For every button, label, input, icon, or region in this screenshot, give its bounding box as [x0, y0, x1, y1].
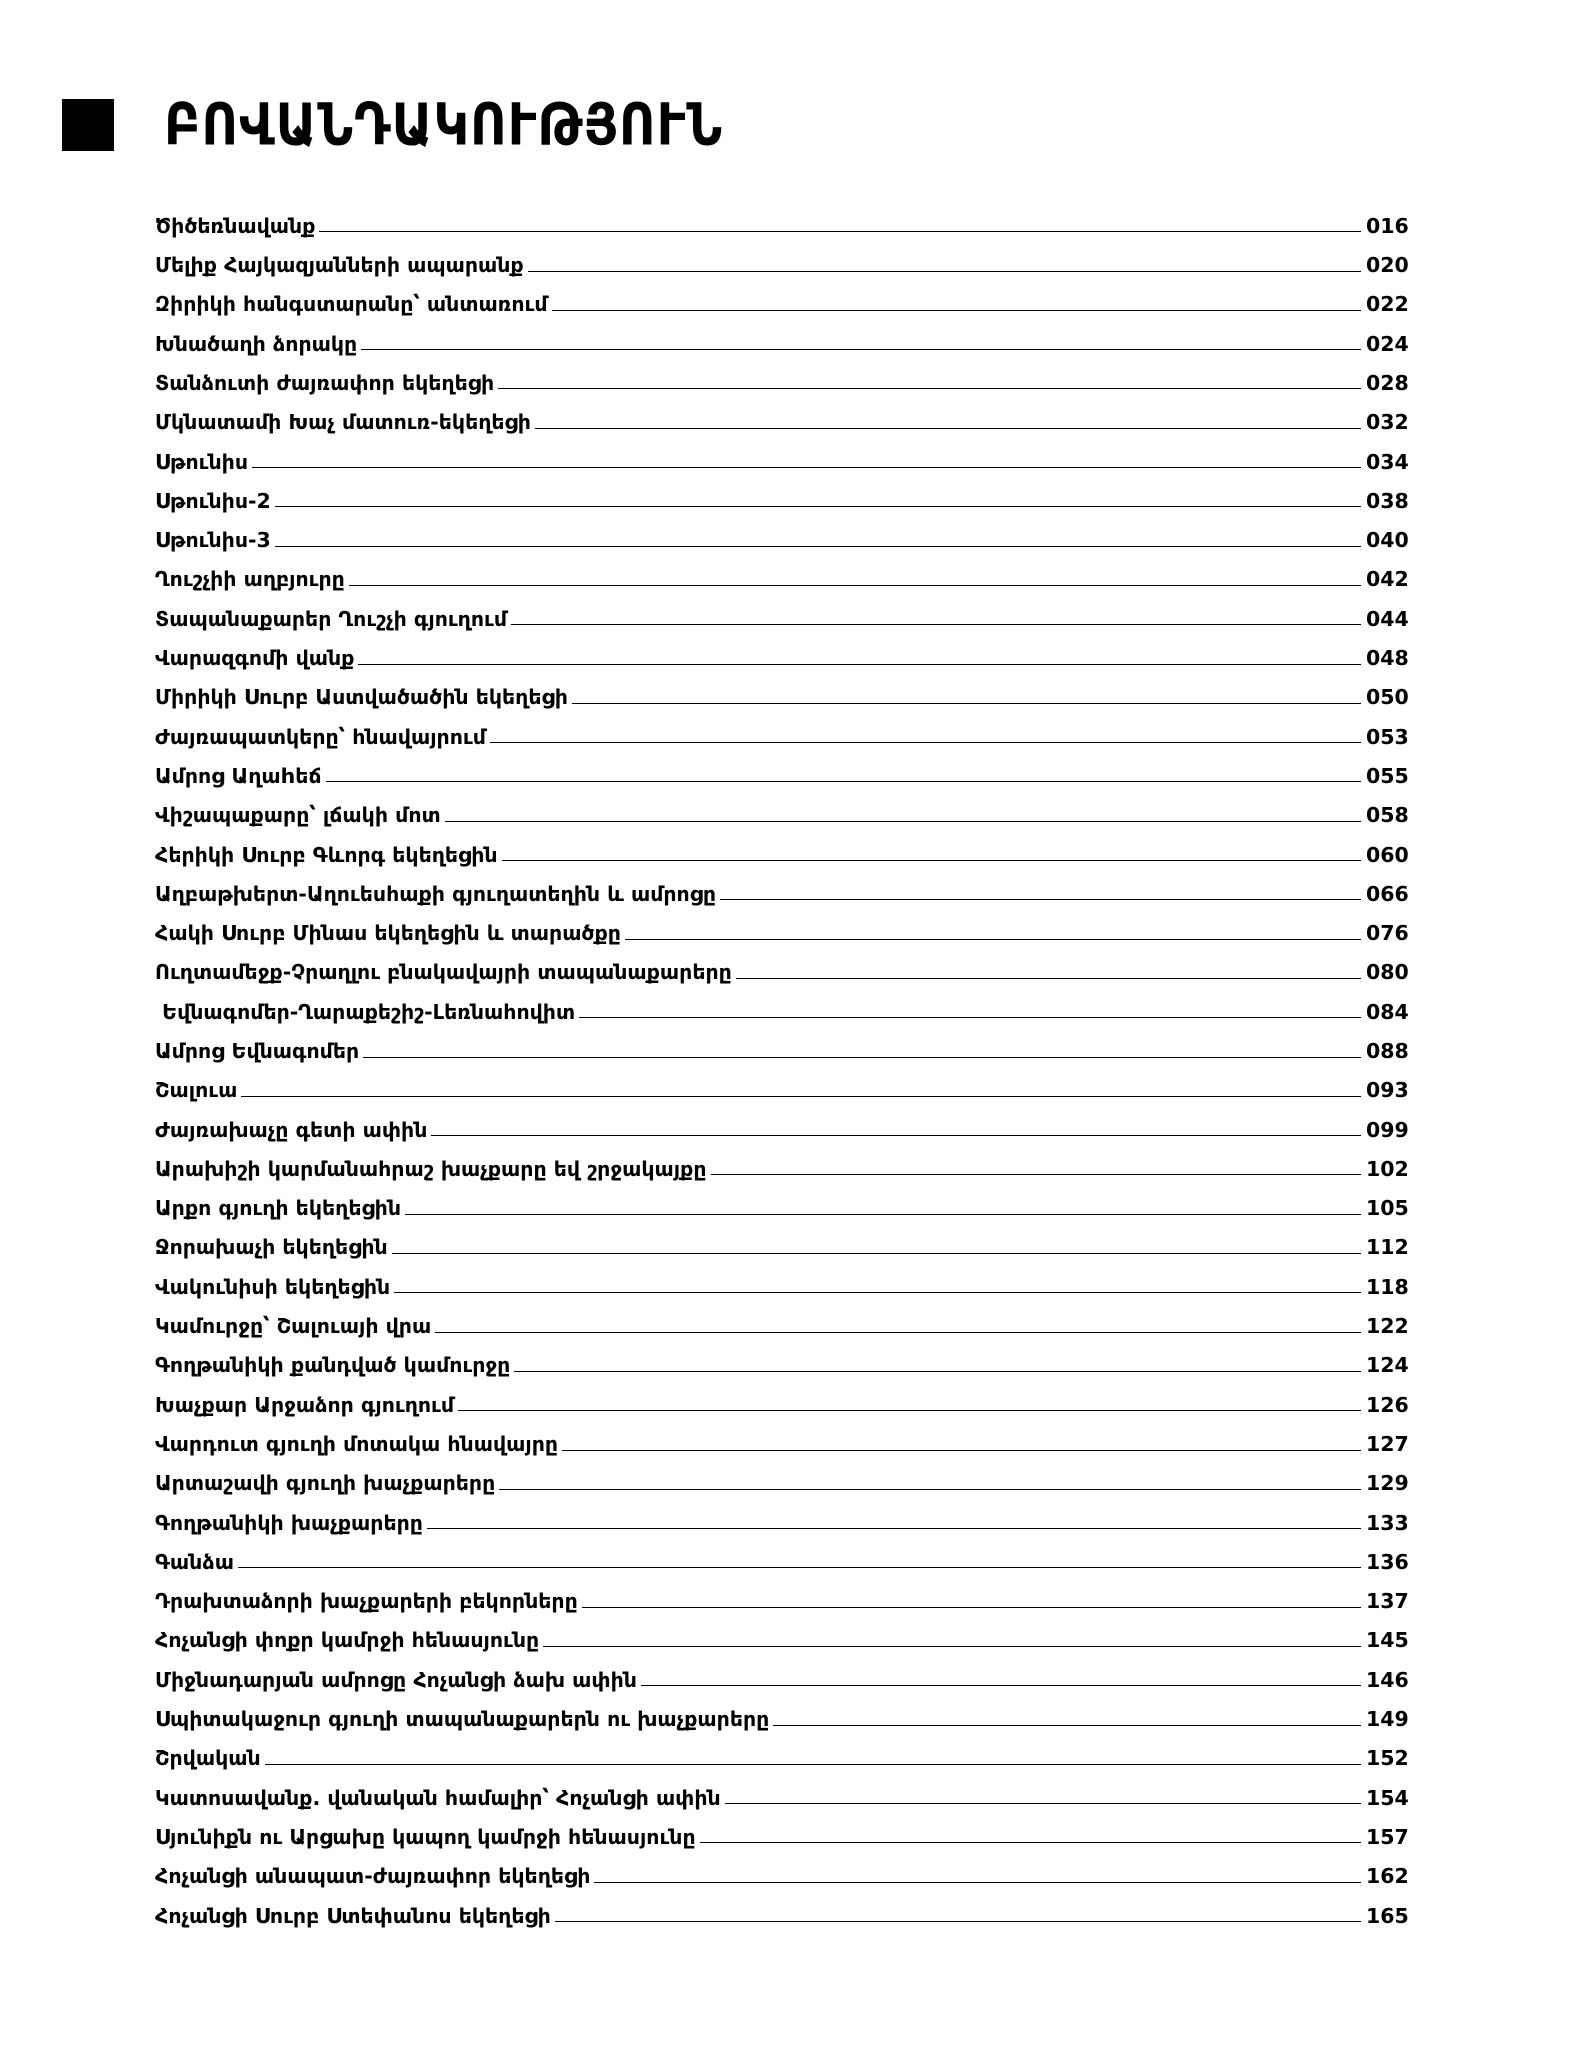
toc-entry-page-number: 016	[1366, 213, 1409, 238]
leader-line	[555, 1921, 1361, 1922]
toc-entry	[155, 787, 1408, 826]
leader-line	[572, 703, 1361, 704]
leader-line	[499, 1489, 1361, 1490]
leader-line	[711, 1174, 1362, 1175]
leader-line	[582, 1607, 1361, 1608]
leader-line	[319, 231, 1361, 232]
toc-entry	[155, 355, 1408, 394]
toc-entry-page-number: 084	[1366, 999, 1409, 1024]
toc-entry-title: Վիշապաքարը՝ լճակի մոտ	[155, 803, 441, 828]
toc-entry-title: Կամուրջը՝ Շալուայի վրա	[155, 1314, 432, 1339]
toc-entry-page-number: 042	[1366, 567, 1409, 592]
leader-line	[773, 1725, 1361, 1726]
toc-entry-page-number: 112	[1366, 1235, 1409, 1260]
toc-entry-title: Տանձուտի ժայռափոր եկեղեցի	[155, 370, 495, 395]
toc-entry-page-number: 157	[1366, 1824, 1409, 1849]
toc-entry	[155, 866, 1408, 905]
toc-entry-page-number: 080	[1366, 960, 1409, 985]
toc-entry	[155, 591, 1408, 630]
leader-line	[594, 1882, 1361, 1883]
toc-entry-page-number: 028	[1366, 370, 1409, 395]
toc-entry-page-number: 034	[1366, 449, 1409, 474]
leader-line	[700, 1842, 1361, 1843]
leader-line	[445, 821, 1361, 822]
leader-line	[528, 271, 1361, 272]
toc-entry-page-number: 050	[1366, 685, 1409, 710]
toc-entry-title: Արախիշի կարմանահրաշ խաչքարը եվ շրջակայքը	[155, 1156, 707, 1181]
toc-entry-page-number: 146	[1366, 1667, 1409, 1692]
toc-entry-title: Սթունիս-2	[155, 488, 271, 513]
leader-line	[363, 1057, 1361, 1058]
toc-entry	[155, 827, 1408, 866]
toc-entry-title: Ջորախաչի եկեղեցին	[155, 1235, 388, 1260]
toc-entry-page-number: 154	[1366, 1785, 1409, 1810]
toc-entry-page-number: 136	[1366, 1549, 1409, 1574]
leader-line	[435, 1332, 1361, 1333]
toc-entry-title: Շալուա	[155, 1078, 238, 1103]
toc-entry-title: Ծիծեռնավանք	[155, 213, 316, 238]
leader-line	[535, 428, 1361, 429]
toc-entry	[155, 473, 1408, 512]
toc-entry-page-number: 126	[1366, 1392, 1409, 1417]
leader-line	[358, 664, 1361, 665]
leader-line	[543, 1646, 1361, 1647]
toc-entry-page-number: 165	[1366, 1903, 1409, 1928]
toc-entry-page-number: 024	[1366, 331, 1409, 356]
toc-entry-title: Զիրիկի հանգստարանը՝ անտառում	[155, 292, 548, 317]
leader-line	[252, 467, 1361, 468]
toc-entry	[155, 1809, 1408, 1848]
toc-entry-title: Ժայռապատկերը՝ հնավայրում	[155, 724, 486, 749]
leader-line	[736, 978, 1361, 979]
toc-entry-title: Գողթանիկի քանդված կամուրջը	[155, 1353, 511, 1378]
toc-entry-title: Ուղտամեջք-Չրաղլու բնակավայրի տապանաքարերը	[155, 960, 732, 985]
toc-entry	[155, 630, 1408, 669]
toc-entry-page-number: 020	[1366, 253, 1409, 278]
toc-entry-page-number: 105	[1366, 1196, 1409, 1221]
toc-entry-title: Սթունիս-3	[155, 528, 271, 553]
toc-entry	[155, 1456, 1408, 1495]
toc-entry-title: Վարդուտ գյուղի մոտակա հնավայրը	[155, 1431, 559, 1456]
toc-entry	[155, 277, 1408, 316]
toc-entry	[155, 512, 1408, 551]
toc-entry	[155, 394, 1408, 433]
toc-entry-page-number: 055	[1366, 763, 1409, 788]
leader-line	[720, 899, 1361, 900]
toc-entry-page-number: 060	[1366, 842, 1409, 867]
toc-entry-title: Հակի Սուրբ Մինաս եկեղեցին և տարածքը	[155, 921, 621, 946]
toc-entry-page-number: 102	[1366, 1156, 1409, 1181]
toc-entry-title: Արտաշավի գյուղի խաչքարերը	[155, 1471, 496, 1496]
leader-line	[238, 1567, 1361, 1568]
toc-entry-page-number: 048	[1366, 646, 1409, 671]
toc-entry-title: Մկնատամի Խաչ մատուռ-եկեղեցի	[155, 410, 531, 435]
toc-entry-page-number: 129	[1366, 1471, 1409, 1496]
toc-entry	[155, 1102, 1408, 1141]
toc-entry-title: Աղբաթխերտ-Աղուեսհաքի գյուղատեղին և ամրոցը	[155, 881, 717, 906]
leader-line	[490, 742, 1361, 743]
toc-entry	[155, 1495, 1408, 1534]
contents-heading	[62, 90, 723, 160]
toc-entry	[155, 434, 1408, 473]
toc-entry-title: Սթունիս	[155, 449, 248, 474]
toc-entry	[155, 1259, 1408, 1298]
toc-entry-page-number: 053	[1366, 724, 1409, 749]
toc-entry-page-number: 122	[1366, 1314, 1409, 1339]
toc-entry-page-number: 149	[1366, 1707, 1409, 1732]
toc-entry	[155, 1377, 1408, 1416]
toc-entry-page-number: 022	[1366, 292, 1409, 317]
toc-entry-page-number: 058	[1366, 803, 1409, 828]
toc-entry-page-number: 076	[1366, 921, 1409, 946]
leader-line	[349, 585, 1361, 586]
toc-entry-page-number: 127	[1366, 1431, 1409, 1456]
toc-entry-title: Հոչանցի անապատ-ժայռափոր եկեղեցի	[155, 1864, 591, 1889]
toc-entry	[155, 1534, 1408, 1573]
leader-line	[725, 1803, 1361, 1804]
toc-entry-title: Սպիտակաջուր գյուղի տապանաքարերն ու խաչքարերը	[155, 1707, 770, 1732]
toc-entry	[155, 1770, 1408, 1809]
toc-entry-title: Մելիք Հայկազյանների ապարանք	[155, 253, 524, 278]
toc-entry-title: Հերիկի Սուրբ Գևորգ եկեղեցին	[155, 842, 498, 867]
leader-line	[405, 1214, 1361, 1215]
toc-entry-title: Միջնադարյան ամրոցը Հոչանցի ձախ ափին	[155, 1667, 637, 1692]
toc-entry-title: Միրիկի Սուրբ Աստվածածին եկեղեցի	[155, 685, 568, 710]
toc-entry-page-number: 066	[1366, 881, 1409, 906]
toc-entry	[155, 316, 1408, 355]
leader-line	[514, 1371, 1361, 1372]
toc-entry-page-number: 040	[1366, 528, 1409, 553]
leader-line	[458, 1410, 1361, 1411]
toc-entry	[155, 748, 1408, 787]
leader-line	[394, 1292, 1361, 1293]
toc-entry	[155, 1652, 1408, 1691]
leader-line	[502, 860, 1361, 861]
toc-entry-page-number: 088	[1366, 1038, 1409, 1063]
toc-entry	[155, 1180, 1408, 1219]
leader-line	[427, 1528, 1361, 1529]
toc-entry-title: Կատոսավանք. վանական համալիր՝ Հոչանցի ափին	[155, 1785, 721, 1810]
toc-entry	[155, 1731, 1408, 1770]
toc-entry-page-number: 093	[1366, 1078, 1409, 1103]
toc-entry-title: Խաչքար Արջաձոր գյուղում	[155, 1392, 455, 1417]
leader-line	[579, 1017, 1361, 1018]
toc-entry-title: Ժայռախաչը գետի ափին	[155, 1117, 428, 1142]
toc-entry-page-number: 133	[1366, 1510, 1409, 1535]
toc-entry	[155, 552, 1408, 591]
leader-line	[275, 546, 1361, 547]
toc-entry-title: Խնածաղի ձորակը	[155, 331, 358, 356]
leader-line	[326, 781, 1361, 782]
toc-entry-page-number: 118	[1366, 1274, 1409, 1299]
page-title: ԲՈՎԱՆԴԱԿՈՒԹՅՈՒՆ	[164, 91, 724, 159]
toc-entry-title: Գանձա	[155, 1549, 234, 1574]
toc-entry-title: Շրվական	[155, 1746, 261, 1771]
toc-entry	[155, 984, 1408, 1023]
toc-entry-title: Վակունիսի եկեղեցին	[155, 1274, 391, 1299]
leader-line	[625, 939, 1361, 940]
toc-entry-page-number: 145	[1366, 1628, 1409, 1653]
toc-entry	[155, 905, 1408, 944]
toc-entry	[155, 945, 1408, 984]
leader-line	[392, 1253, 1361, 1254]
leader-line	[275, 506, 1361, 507]
black-square-icon	[62, 99, 114, 151]
toc-entry	[155, 1023, 1408, 1062]
toc-entry-page-number: 032	[1366, 410, 1409, 435]
toc-entry-title: Հոչանցի Սուրբ Ստեփանոս եկեղեցի	[155, 1903, 551, 1928]
toc-entry-page-number: 152	[1366, 1746, 1409, 1771]
leader-line	[498, 388, 1361, 389]
toc-entry-title: Տապանաքարեր Ղուշչի գյուղում	[155, 606, 508, 631]
toc-entry-title: Հոչանցի փոքր կամրջի հենասյունը	[155, 1628, 540, 1653]
toc-entry-title: Սյունիքն ու Արցախը կապող կամրջի հենասյունը	[155, 1824, 696, 1849]
toc-entry	[155, 1573, 1408, 1612]
toc-entry-title: Ամրոց Եվնագոմեր	[155, 1038, 360, 1063]
toc-entry-page-number: 038	[1366, 488, 1409, 513]
leader-line	[641, 1685, 1361, 1686]
toc-entry	[155, 1220, 1408, 1259]
toc-entry-page-number: 124	[1366, 1353, 1409, 1378]
toc-entry-page-number: 099	[1366, 1117, 1409, 1142]
leader-line	[241, 1096, 1361, 1097]
leader-line	[562, 1450, 1361, 1451]
toc-entry	[155, 237, 1408, 276]
leader-line	[431, 1135, 1361, 1136]
leader-line	[265, 1764, 1361, 1765]
toc-entry-title: Ամրոց Աղաhեճ	[155, 763, 322, 788]
toc-entry	[155, 1888, 1408, 1927]
toc-entry-title: Գողթանիկի խաչքարերը	[155, 1510, 423, 1535]
toc-entry	[155, 1338, 1408, 1377]
toc-entry	[155, 1691, 1408, 1730]
toc-entry	[155, 1298, 1408, 1337]
toc-entry	[155, 709, 1408, 748]
toc-entry	[155, 1848, 1408, 1887]
toc-entry-page-number: 162	[1366, 1864, 1409, 1889]
leader-line	[552, 310, 1361, 311]
toc-entry-title: Վարազգոմի վանք	[155, 646, 355, 671]
table-of-contents	[155, 198, 1408, 1927]
toc-entry	[155, 670, 1408, 709]
toc-entry-title: Ղուշչիի աղբյուրը	[155, 567, 345, 592]
toc-entry	[155, 1613, 1408, 1652]
leader-line	[511, 624, 1361, 625]
toc-entry-title: Արքո գյուղի եկեղեցին	[155, 1196, 402, 1221]
toc-entry-title: Եվնագոմեր-Ղարաքեշիշ-Լեռնահովիտ	[155, 999, 576, 1024]
toc-entry	[155, 1141, 1408, 1180]
toc-entry-page-number: 137	[1366, 1589, 1409, 1614]
toc-entry	[155, 1063, 1408, 1102]
toc-entry-title: Դրախտաձորի խաչքարերի բեկորները	[155, 1589, 578, 1614]
toc-entry	[155, 198, 1408, 237]
leader-line	[361, 349, 1361, 350]
toc-entry-page-number: 044	[1366, 606, 1409, 631]
toc-entry	[155, 1416, 1408, 1455]
